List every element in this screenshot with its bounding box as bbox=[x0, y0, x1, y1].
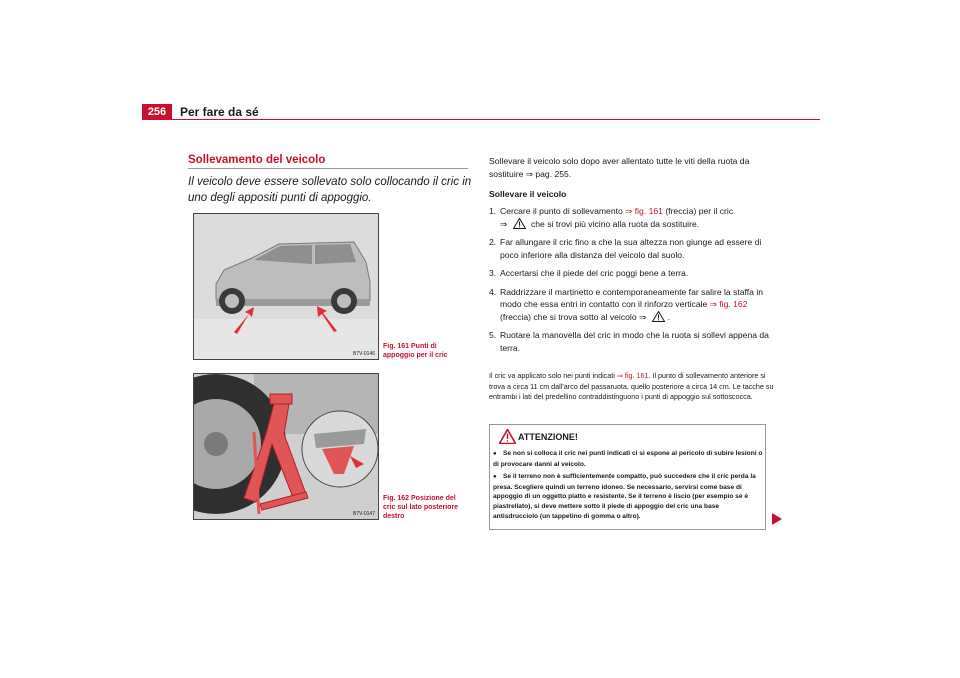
list-item: 4. Raddrizzare il martinetto e contemporaneamente far salire la staffa in modo che essa entri in contatto con il rinforzo verticale ⇒ fig. 162 (freccia) che si trova sotto al veicolo ⇒ . bbox=[489, 286, 764, 322]
header-rule bbox=[172, 119, 820, 120]
jack-illustration bbox=[194, 374, 378, 519]
list-item: 1. Cercare il punto di sollevamento ⇒ fig. 161 (freccia) per il cric ⇒ che si trovi più vicino alla ruota da sostituire. bbox=[489, 206, 734, 229]
section-intro: Il veicolo deve essere sollevato solo collocando il cric in uno degli appositi punti di appoggio. bbox=[188, 176, 472, 204]
warning-title: ATTENZIONE! bbox=[518, 432, 578, 442]
car-illustration bbox=[194, 214, 378, 359]
section-rule bbox=[188, 168, 468, 169]
warning-triangle-icon[interactable] bbox=[652, 311, 665, 322]
note-paragraph: Il cric va applicato solo nei punti indicati ⇒ fig. 161. Il punto di sollevamento anteriore si trova a circa 11 cm dall'arco del passaruota, quello posteriore a circa 14 cm. Le tacche su entrambi i lati del predellino contraddistinguono i punti di appoggio sul sottoscocca. bbox=[489, 371, 774, 401]
figure-161 bbox=[193, 213, 379, 360]
subheading: Sollevare il veicolo bbox=[489, 189, 567, 199]
list-item: 3. Accertarsi che il piede del cric poggi bene a terra. bbox=[489, 268, 689, 278]
chapter-title: Per fare da sé bbox=[180, 105, 259, 119]
bullet-icon: ● bbox=[493, 474, 497, 481]
cross-ref-arrow: ⇒ bbox=[525, 168, 533, 179]
figure-161-caption: Fig. 161 Punti di appoggio per il cric bbox=[383, 343, 448, 359]
list-item: 2. Far allungare il cric fino a che la sua altezza non giunge ad essere di poco inferiore alla distanza del veicolo dal suolo. bbox=[489, 237, 762, 260]
figure-link[interactable]: ⇒ fig. 162 bbox=[709, 299, 748, 309]
list-item: ● Se il terreno non è sufficientemente compatto, può succedere che il cric perda la presa. Scegliere quindi un terreno idoneo. Se necessario, servirsi come base di appoggio di un oggetto piatto e resistente. Se il terreno è liscio (per esempio se è piastrellato), si deve mettere sotto il piede di appoggio del cric una base antisdrucciolo (un tappetino di gomma o altro). bbox=[493, 473, 756, 520]
figure-code: B7V-0147 bbox=[353, 511, 375, 517]
warning-list bbox=[493, 449, 763, 524]
list-item: ● Se non si colloca il cric nei punti indicati ci si espone al pericolo di subire lesioni o di provocare danni al veicolo. bbox=[493, 450, 763, 468]
intro-paragraph: Sollevare il veicolo solo dopo aver allentato tutte le viti della ruota da sostituire ⇒ pag. 255. bbox=[489, 156, 750, 179]
figure-code: B7V-0146 bbox=[353, 351, 375, 357]
steps-list bbox=[489, 205, 779, 360]
continue-arrow-icon[interactable] bbox=[772, 513, 782, 525]
page-reference[interactable]: pag. 255. bbox=[532, 168, 572, 179]
page-number-badge bbox=[142, 104, 172, 120]
section-heading: Sollevamento del veicolo bbox=[188, 154, 326, 166]
warning-triangle-icon bbox=[499, 429, 516, 444]
figure-162-caption: Fig. 162 Posizione del cric sul lato posteriore destro bbox=[383, 495, 459, 520]
page-number: 256 bbox=[147, 106, 167, 118]
figure-162 bbox=[193, 373, 379, 520]
warning-box bbox=[489, 424, 766, 530]
list-item: 5. Ruotare la manovella del cric in modo che la ruota si sollevi appena da terra. bbox=[489, 330, 769, 353]
figure-link[interactable]: ⇒ fig. 161 bbox=[625, 206, 663, 216]
figure-link[interactable]: ⇒ fig. 161 bbox=[616, 371, 649, 380]
bullet-icon: ● bbox=[493, 451, 497, 457]
warning-triangle-icon[interactable] bbox=[513, 218, 526, 229]
